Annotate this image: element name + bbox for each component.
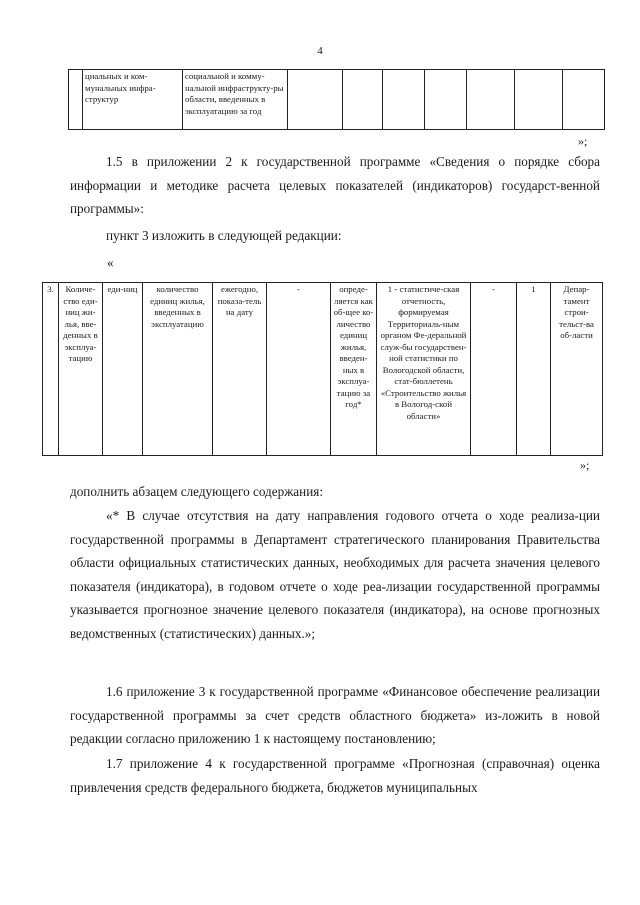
table-cell xyxy=(467,70,515,130)
table-row xyxy=(43,283,603,456)
opening-quote: « xyxy=(107,255,114,270)
row-number: 3. xyxy=(43,283,59,456)
source-cell: 1 - статистиче-ская отчетность, формируемая Территориаль-ным органом Фе-деральной служ-бы государствен-ной статистики по Вологодской области, стат-бюллетень «Строительство жилья в Вологод-ской области» xyxy=(377,283,471,456)
table-cell: циальных и ком-мунальных инфра-структур xyxy=(83,70,183,130)
number-cell: 1 xyxy=(517,283,551,456)
table-cell xyxy=(69,70,83,130)
paragraph-1-7: 1.7 приложение 4 к государственной программе «Прогнозная (справочная) оценка привлечения средств федерального бюджета, бюджетов муниципальных xyxy=(70,756,600,795)
indicator-table xyxy=(42,282,603,456)
indicator-name: Количе-ство еди-ниц жи-лья, вве-денных в эксплуа-тацию xyxy=(59,283,103,456)
periodicity-cell: ежегодно, показа-тель на дату xyxy=(213,283,267,456)
page-number: 4 xyxy=(317,45,323,57)
table-cell xyxy=(343,70,383,130)
table-fragment-top xyxy=(68,69,605,130)
responsible-cell: Депар-тамент строи-тельст-ва об-ласти xyxy=(551,283,603,456)
paragraph-1-5: 1.5 в приложении 2 к государственной программе «Сведения о порядке сбора информации и методике расчета целевых показателей (индикаторов) государст-венной программы»: xyxy=(70,154,600,217)
table-cell xyxy=(563,70,605,130)
table-cell: социальной и комму-нальной инфраструкту-ры области, введенных в эксплуатацию за год xyxy=(183,70,288,130)
paragraph-1-6: 1.6 приложение 3 к государственной программе «Финансовое обеспечение реализации государственной программы за счет средств областного бюджета» из-ложить в новой редакции согласно приложению 1 к настоящему постановлению; xyxy=(70,684,600,747)
dash-cell: - xyxy=(267,283,331,456)
table-cell xyxy=(425,70,467,130)
table-row xyxy=(69,70,605,130)
paragraph-footnote: «* В случае отсутствия на дату направления годового отчета о ходе реализа-ции государственной программы в Департамент стратегического планирования Правительства области официальных статистических данных, необходимых для расчета значения целевого показателя (индикатора), в годовом отчете о ходе реа-лизации государственной программы указывается прогнозное значение целевого показателя (индикатора), на основе прогнозных ведомственных (статистических) данных.»; xyxy=(70,508,600,641)
table-cell xyxy=(288,70,343,130)
dash-cell: - xyxy=(471,283,517,456)
paragraph-item-3: пункт 3 изложить в следующей редакции: xyxy=(106,228,342,243)
unit-cell: еди-ниц xyxy=(103,283,143,456)
closing-quote: »; xyxy=(578,134,588,148)
table-cell xyxy=(515,70,563,130)
closing-quote: »; xyxy=(580,458,590,472)
algorithm-cell: опреде-ляется как об-щее ко-личество единиц жилья, введен-ных в эксплуа-тацию за год* xyxy=(331,283,377,456)
definition-cell: количество единиц жилья, введенных в эксплуатацию xyxy=(143,283,213,456)
paragraph-add: дополнить абзацем следующего содержания: xyxy=(70,484,324,499)
table-cell xyxy=(383,70,425,130)
